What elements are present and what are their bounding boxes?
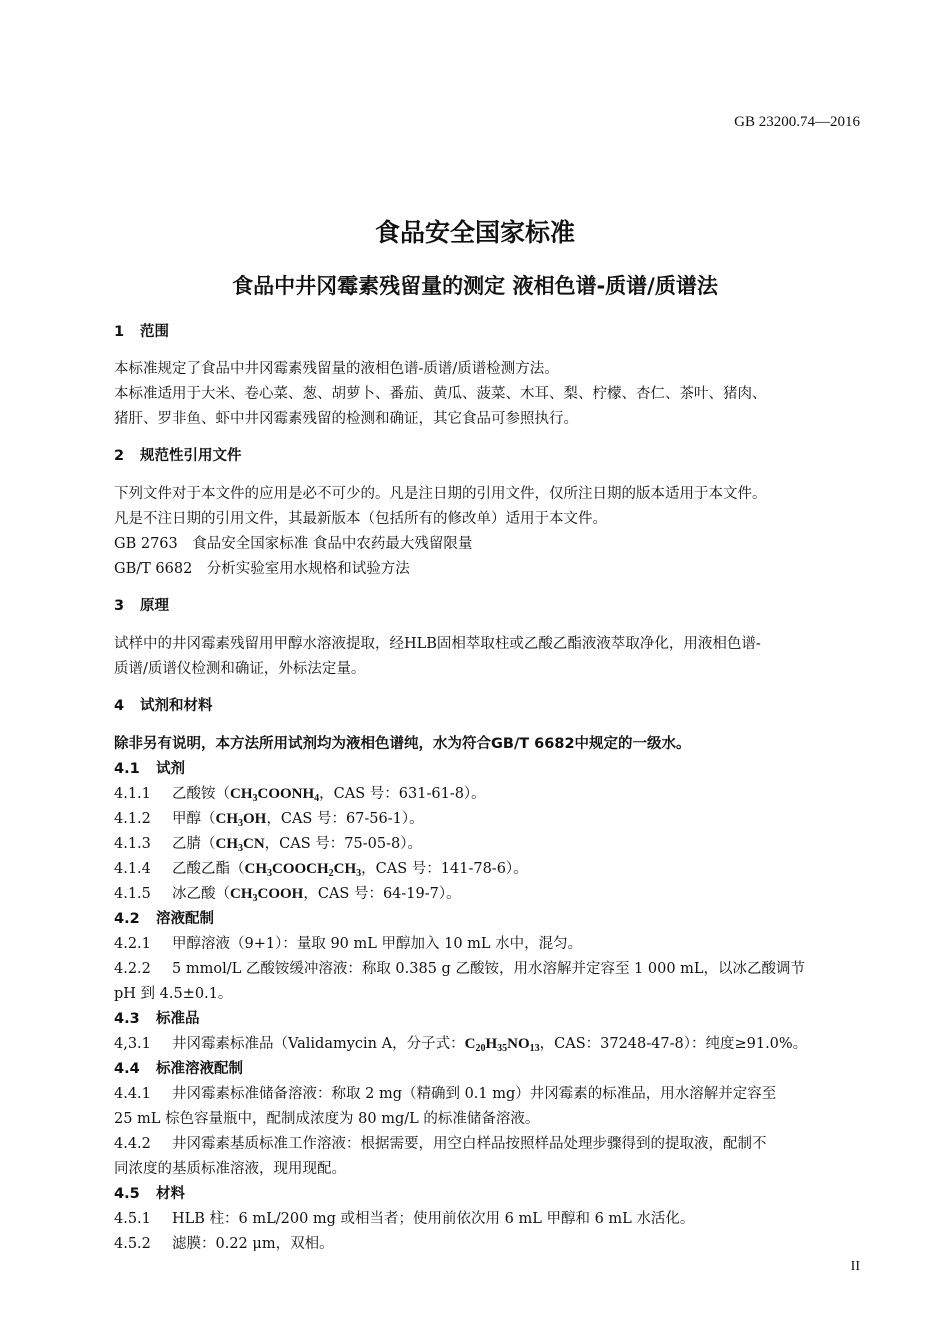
material-item [114,1207,694,1228]
material-item [114,1232,334,1253]
subsection-number: 4.5 [114,1186,140,1202]
standard-subtitle: 食品中井冈霉素残留量的测定 液相色谱-质谱/质谱法 [232,274,718,298]
item-text: ，CAS 号：141-78-6）。 [361,861,528,877]
item-text: 5 mmol/L 乙酸铵缓冲溶液：称取 0.385 g 乙酸铵，用水溶解并定容至 1 000 mL，以冰乙酸调节 [172,961,806,977]
paragraph: 试样中的井冈霉素残留用甲醇水溶液提取，经HLB固相萃取柱或乙酸乙酯液液萃取净化，用液相色谱- [114,636,761,652]
solution-item [114,957,805,978]
reagent-item [114,832,422,854]
section-1-heading [114,320,169,341]
item-number: 4.2.2 [114,961,151,977]
subsection-title: 标准溶液配制 [156,1061,243,1077]
paragraph: 质谱/质谱仪检测和确证，外标法定量。 [114,661,366,677]
paragraph: 凡是不注日期的引用文件，其最新版本（包括所有的修改单）适用于本文件。 [114,511,607,527]
subsection-title: 标准品 [156,1011,200,1027]
item-text: ，CAS：37248-47-8）：纯度≥91.0%。 [539,1036,808,1052]
item-text: 冰乙酸（ [172,886,230,902]
item-number: 4.1.5 [114,886,151,902]
reference-item: GB/T 6682 分析实验室用水规格和试验方法 [114,561,410,577]
subsection-title: 溶液配制 [156,911,214,927]
item-number: 4.4.2 [114,1136,151,1152]
standard-title: 食品安全国家标准 [374,218,575,247]
document-id: GB 23200.74—2016 [734,114,860,130]
item-number: 4,3.1 [114,1036,151,1052]
item-text: 井冈霉素标准储备溶液：称取 2 mg（精确到 0.1 mg）井冈霉素的标准品，用水溶解并定容至 [172,1086,777,1102]
chemical-formula: $CH_3OH$ [215,811,267,829]
item-text: 甲醇（ [172,811,216,827]
standard-item [114,1032,807,1054]
chemical-formula: $CH_3CN$ [215,836,265,854]
item-text: 甲醇溶液（9+1）：量取 90 mL 甲醇加入 10 mL 水中，混匀。 [172,936,583,952]
item-text: 乙酸铵（ [172,786,230,802]
solution-item-continuation: 25 mL 棕色容量瓶中，配制成浓度为 80 mg/L 的标准储备溶液。 [114,1111,540,1127]
subsection-number: 4.4 [114,1061,140,1077]
item-text: ，CAS 号：64-19-7）。 [303,886,461,902]
item-text: 乙酸乙酯（ [172,861,245,877]
subsection-4-3-heading [114,1007,200,1028]
item-text: 井冈霉素标准品（Validamycin A，分子式： [172,1036,465,1052]
section-intro: 除非另有说明，本方法所用试剂均为液相色谱纯，水为符合GB/T 6682中规定的一级水。 [114,736,691,752]
item-text: 乙腈（ [172,836,216,852]
reagent-item [114,857,528,879]
item-number: 4.1.1 [114,786,151,802]
subsection-number: 4.2 [114,911,140,927]
paragraph: 本标准规定了食品中井冈霉素残留量的液相色谱-质谱/质谱检测方法。 [114,361,559,377]
section-title: 规范性引用文件 [140,448,242,464]
reagent-item [114,782,486,804]
chemical-formula: $CH_3COOCH_2CH_3$ [244,861,362,879]
item-number: 4.2.1 [114,936,151,952]
subsection-title: 试剂 [156,761,185,777]
section-number: 2 [114,448,125,464]
item-text: HLB 柱：6 mL/200 mg 或相当者；使用前依次用 6 mL 甲醇和 6 mL 水活化。 [172,1211,695,1227]
paragraph: 猪肝、罗非鱼、虾中井冈霉素残留的检测和确证，其它食品可参照执行。 [114,411,578,427]
solution-item-continuation: pH 到 4.5±0.1。 [114,986,233,1002]
paragraph: 下列文件对于本文件的应用是必不可少的。凡是注日期的引用文件，仅所注日期的版本适用于本文件。 [114,486,767,502]
subsection-4-5-heading [114,1182,185,1203]
item-number: 4.5.2 [114,1236,151,1252]
section-title: 范围 [140,324,169,340]
item-text: ，CAS 号：631-61-8）。 [319,786,486,802]
item-text: ，CAS 号：75-05-8）。 [264,836,422,852]
subsection-number: 4.3 [114,1011,140,1027]
section-2-heading [114,444,242,465]
solution-item [114,1082,776,1103]
subsection-4-4-heading [114,1057,243,1078]
subsection-4-2-heading [114,907,214,928]
item-number: 4.1.2 [114,811,151,827]
item-number: 4.4.1 [114,1086,151,1102]
chemical-formula: $C_{20}H_{35}NO_{13}$ [464,1036,540,1054]
page-number: II [850,1259,860,1274]
reagent-item [114,807,424,829]
subsection-title: 材料 [156,1186,185,1202]
section-number: 3 [114,598,125,614]
section-title: 原理 [140,598,169,614]
item-text: ，CAS 号：67-56-1）。 [266,811,424,827]
item-number: 4.1.3 [114,836,151,852]
section-title: 试剂和材料 [140,698,213,714]
chemical-formula: $CH_3COOH$ [230,886,304,904]
section-number: 4 [114,698,125,714]
section-4-heading [114,694,213,715]
item-text: 滤膜：0.22 μm，双相。 [172,1236,334,1252]
item-number: 4.1.4 [114,861,151,877]
solution-item-continuation: 同浓度的基质标准溶液，现用现配。 [114,1161,346,1177]
subsection-number: 4.1 [114,761,140,777]
paragraph: 本标准适用于大米、卷心菜、葱、胡萝卜、番茄、黄瓜、菠菜、木耳、梨、柠檬、杏仁、茶叶、猪肉、 [114,386,767,402]
reagent-item [114,882,461,904]
item-number: 4.5.1 [114,1211,151,1227]
section-3-heading [114,594,169,615]
chemical-formula: $CH_3COONH_4$ [230,786,320,804]
section-number: 1 [114,324,125,340]
solution-item [114,932,582,953]
subsection-4-1-heading [114,757,185,778]
solution-item [114,1132,767,1153]
item-text: 井冈霉素基质标准工作溶液：根据需要，用空白样品按照样品处理步骤得到的提取液，配制不 [172,1136,767,1152]
reference-item: GB 2763 食品安全国家标准 食品中农药最大残留限量 [114,536,473,552]
